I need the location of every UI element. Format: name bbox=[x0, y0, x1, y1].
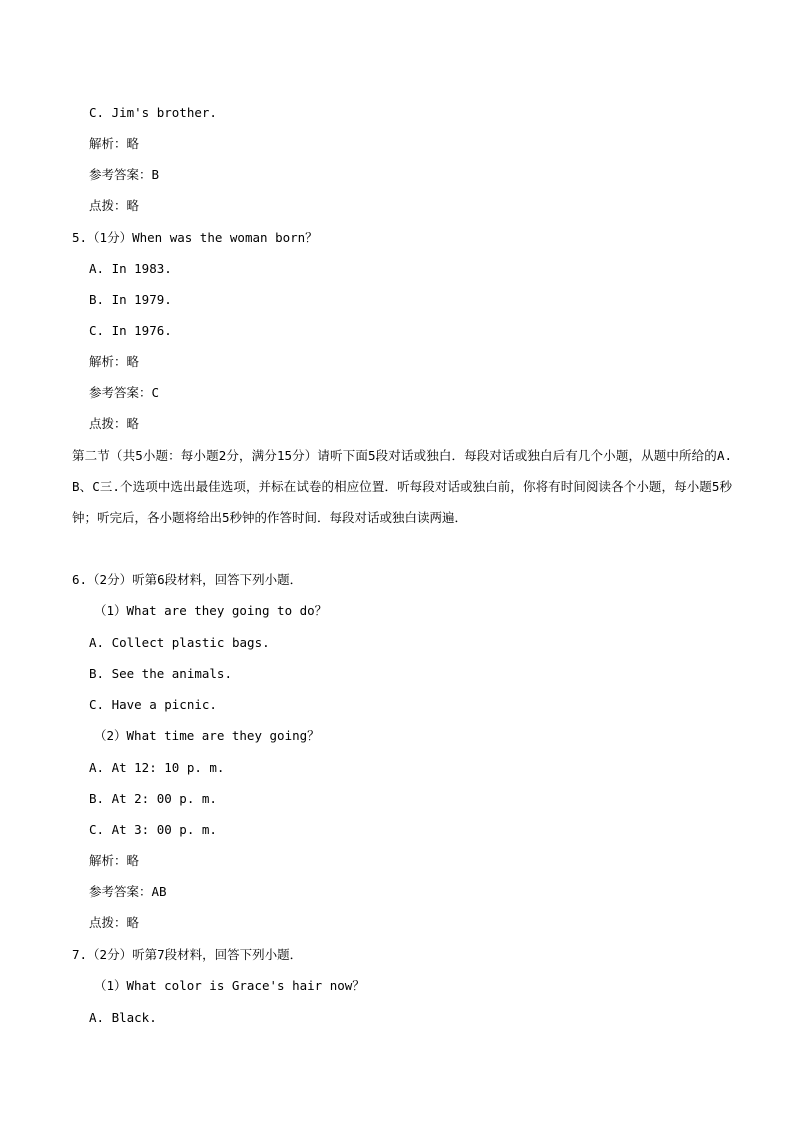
option-b: B. See the animals. bbox=[89, 666, 232, 681]
analysis: 解析：略 bbox=[89, 354, 140, 369]
option-a: A. Black. bbox=[89, 1010, 157, 1025]
question-5: 5.（1分）When was the woman born？ bbox=[72, 230, 318, 245]
option-b: B. At 2: 00 p. m. bbox=[89, 791, 217, 806]
option-c: C. In 1976. bbox=[89, 323, 172, 338]
question-7: 7.（2分）听第7段材料，回答下列小题． bbox=[72, 947, 303, 962]
question-6: 6.（2分）听第6段材料，回答下列小题． bbox=[72, 572, 303, 587]
option-c: C. At 3: 00 p. m. bbox=[89, 822, 217, 837]
analysis: 解析：略 bbox=[89, 136, 140, 151]
hint: 点拨：略 bbox=[89, 198, 140, 213]
answer: 参考答案：AB bbox=[89, 884, 167, 899]
sub-question-1: （1）What color is Grace's hair now？ bbox=[94, 978, 365, 993]
sub-question-2: （2）What time are they going？ bbox=[94, 728, 320, 743]
option-c: C. Jim's brother. bbox=[89, 105, 217, 120]
hint: 点拨：略 bbox=[89, 915, 140, 930]
answer: 参考答案：B bbox=[89, 167, 160, 182]
analysis: 解析：略 bbox=[89, 853, 140, 868]
hint: 点拨：略 bbox=[89, 416, 140, 431]
section-instructions: 第二节（共5小题：每小题2分，满分15分）请听下面5段对话或独白．每段对话或独白后有几个小题，从题中所给的A. B、C三.个选项中选出最佳选项，并标在试卷的相应位置．听每段对话或独白前，你将有时间阅读各个小题，每小题5秒钟；听完后，各小题将给出5秒钟的作答时间．每段对话或独白读两遍． bbox=[72, 448, 732, 526]
option-a: A. In 1983. bbox=[89, 261, 172, 276]
option-a: A. At 12: 10 p. m. bbox=[89, 760, 225, 775]
option-b: B. In 1979. bbox=[89, 292, 172, 307]
option-a: A. Collect plastic bags. bbox=[89, 635, 270, 650]
option-c: C. Have a picnic. bbox=[89, 697, 217, 712]
answer: 参考答案：C bbox=[89, 385, 160, 400]
sub-question-1: （1）What are they going to do？ bbox=[94, 603, 328, 618]
